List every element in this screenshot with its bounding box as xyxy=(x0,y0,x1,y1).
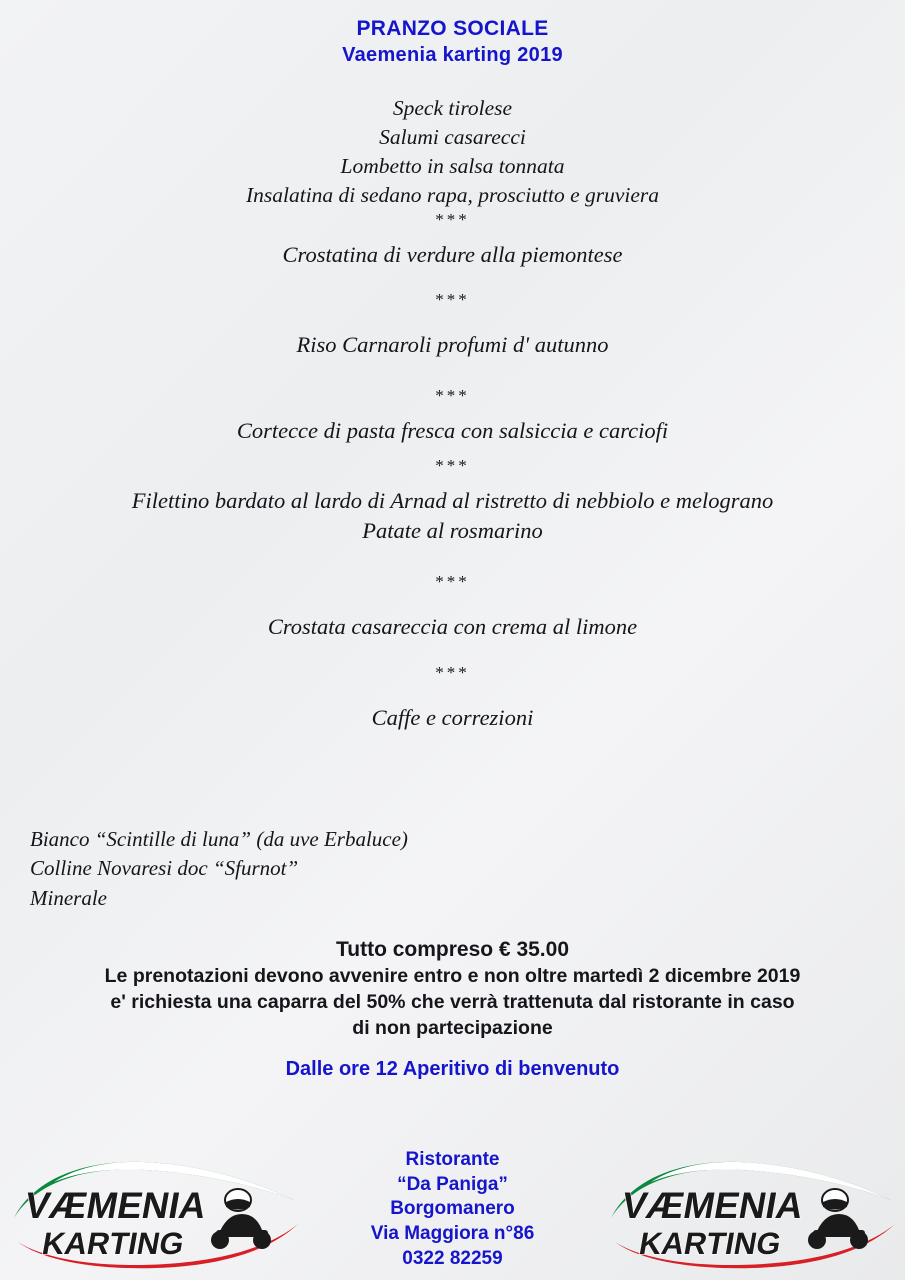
menu-item: Cortecce di pasta fresca con salsiccia e carciofi xyxy=(236,417,669,443)
condition-line: e' richiesta una caparra del 50% che verrà trattenuta dal ristorante in caso xyxy=(110,990,795,1013)
price-line: Tutto compreso € 35.00 xyxy=(335,938,569,962)
condition-line: Le prenotazioni devono avvenire entro e non oltre martedì 2 dicembre 2019 xyxy=(104,965,801,987)
page-header xyxy=(0,0,905,68)
booking-notes xyxy=(0,936,905,1042)
course-separator: *** xyxy=(435,385,470,405)
restaurant-address: Via Maggiora n°86 xyxy=(370,1223,535,1245)
wine-item: Bianco “Scintille di luna” (da uve Erbaluce) xyxy=(30,826,408,851)
restaurant-name: “Da Paniga” xyxy=(397,1173,508,1195)
course-separator: *** xyxy=(435,456,470,476)
logo-word-top: VÆMENIA xyxy=(618,1184,807,1226)
menu-item: Crostata casareccia con crema al limone xyxy=(267,614,638,640)
menu-item: Salumi casarecci xyxy=(379,125,526,150)
menu-item: Patate al rosmarino xyxy=(362,518,543,544)
menu-item: Crostatina di verdure alla piemontese xyxy=(282,241,623,267)
logo-word-top: VÆMENIA xyxy=(21,1184,210,1226)
condition-line: di non partecipazione xyxy=(352,1016,553,1039)
menu-item: Riso Carnaroli profumi d' autunno xyxy=(296,331,609,357)
course-separator: *** xyxy=(435,209,470,229)
menu-item: Filettino bardato al lardo di Arnad al ristretto di nebbiolo e melograno xyxy=(131,488,774,514)
restaurant-label: Ristorante xyxy=(405,1149,500,1170)
course-separator: *** xyxy=(435,572,470,592)
page-footer xyxy=(0,1140,905,1280)
wine-list xyxy=(0,825,905,914)
page-subtitle: Vaemenia karting 2019 xyxy=(342,43,563,66)
aperitivo-line: Dalle ore 12 Aperitivo di benvenuto xyxy=(285,1057,620,1080)
menu-item: Speck tirolese xyxy=(392,96,513,121)
kart-driver-icon xyxy=(808,1189,868,1249)
kart-driver-icon xyxy=(211,1189,271,1249)
karting-logo-icon xyxy=(6,1156,302,1272)
restaurant-city: Borgomanero xyxy=(390,1198,515,1220)
course-separator: *** xyxy=(435,289,470,309)
menu-item: Lombetto in salsa tonnata xyxy=(340,154,565,179)
logo-word-bottom: KARTING xyxy=(39,1226,187,1261)
menu-item: Insalatina di sedano rapa, prosciutto e gruviera xyxy=(245,182,660,207)
logo-word-bottom: KARTING xyxy=(636,1226,784,1261)
wine-item: Colline Novaresi doc “Sfurnot” xyxy=(30,856,299,881)
restaurant-phone: 0322 82259 xyxy=(402,1247,503,1269)
vaemenia-karting-logo-right xyxy=(603,1156,899,1272)
page-title: PRANZO SOCIALE xyxy=(356,17,549,40)
wine-item: Minerale xyxy=(30,886,107,911)
course-separator: *** xyxy=(435,662,470,682)
vaemenia-karting-logo-left xyxy=(6,1156,302,1272)
karting-logo-icon xyxy=(603,1156,899,1272)
menu-item: Caffe e correzioni xyxy=(371,704,534,730)
menu-list xyxy=(0,94,905,732)
